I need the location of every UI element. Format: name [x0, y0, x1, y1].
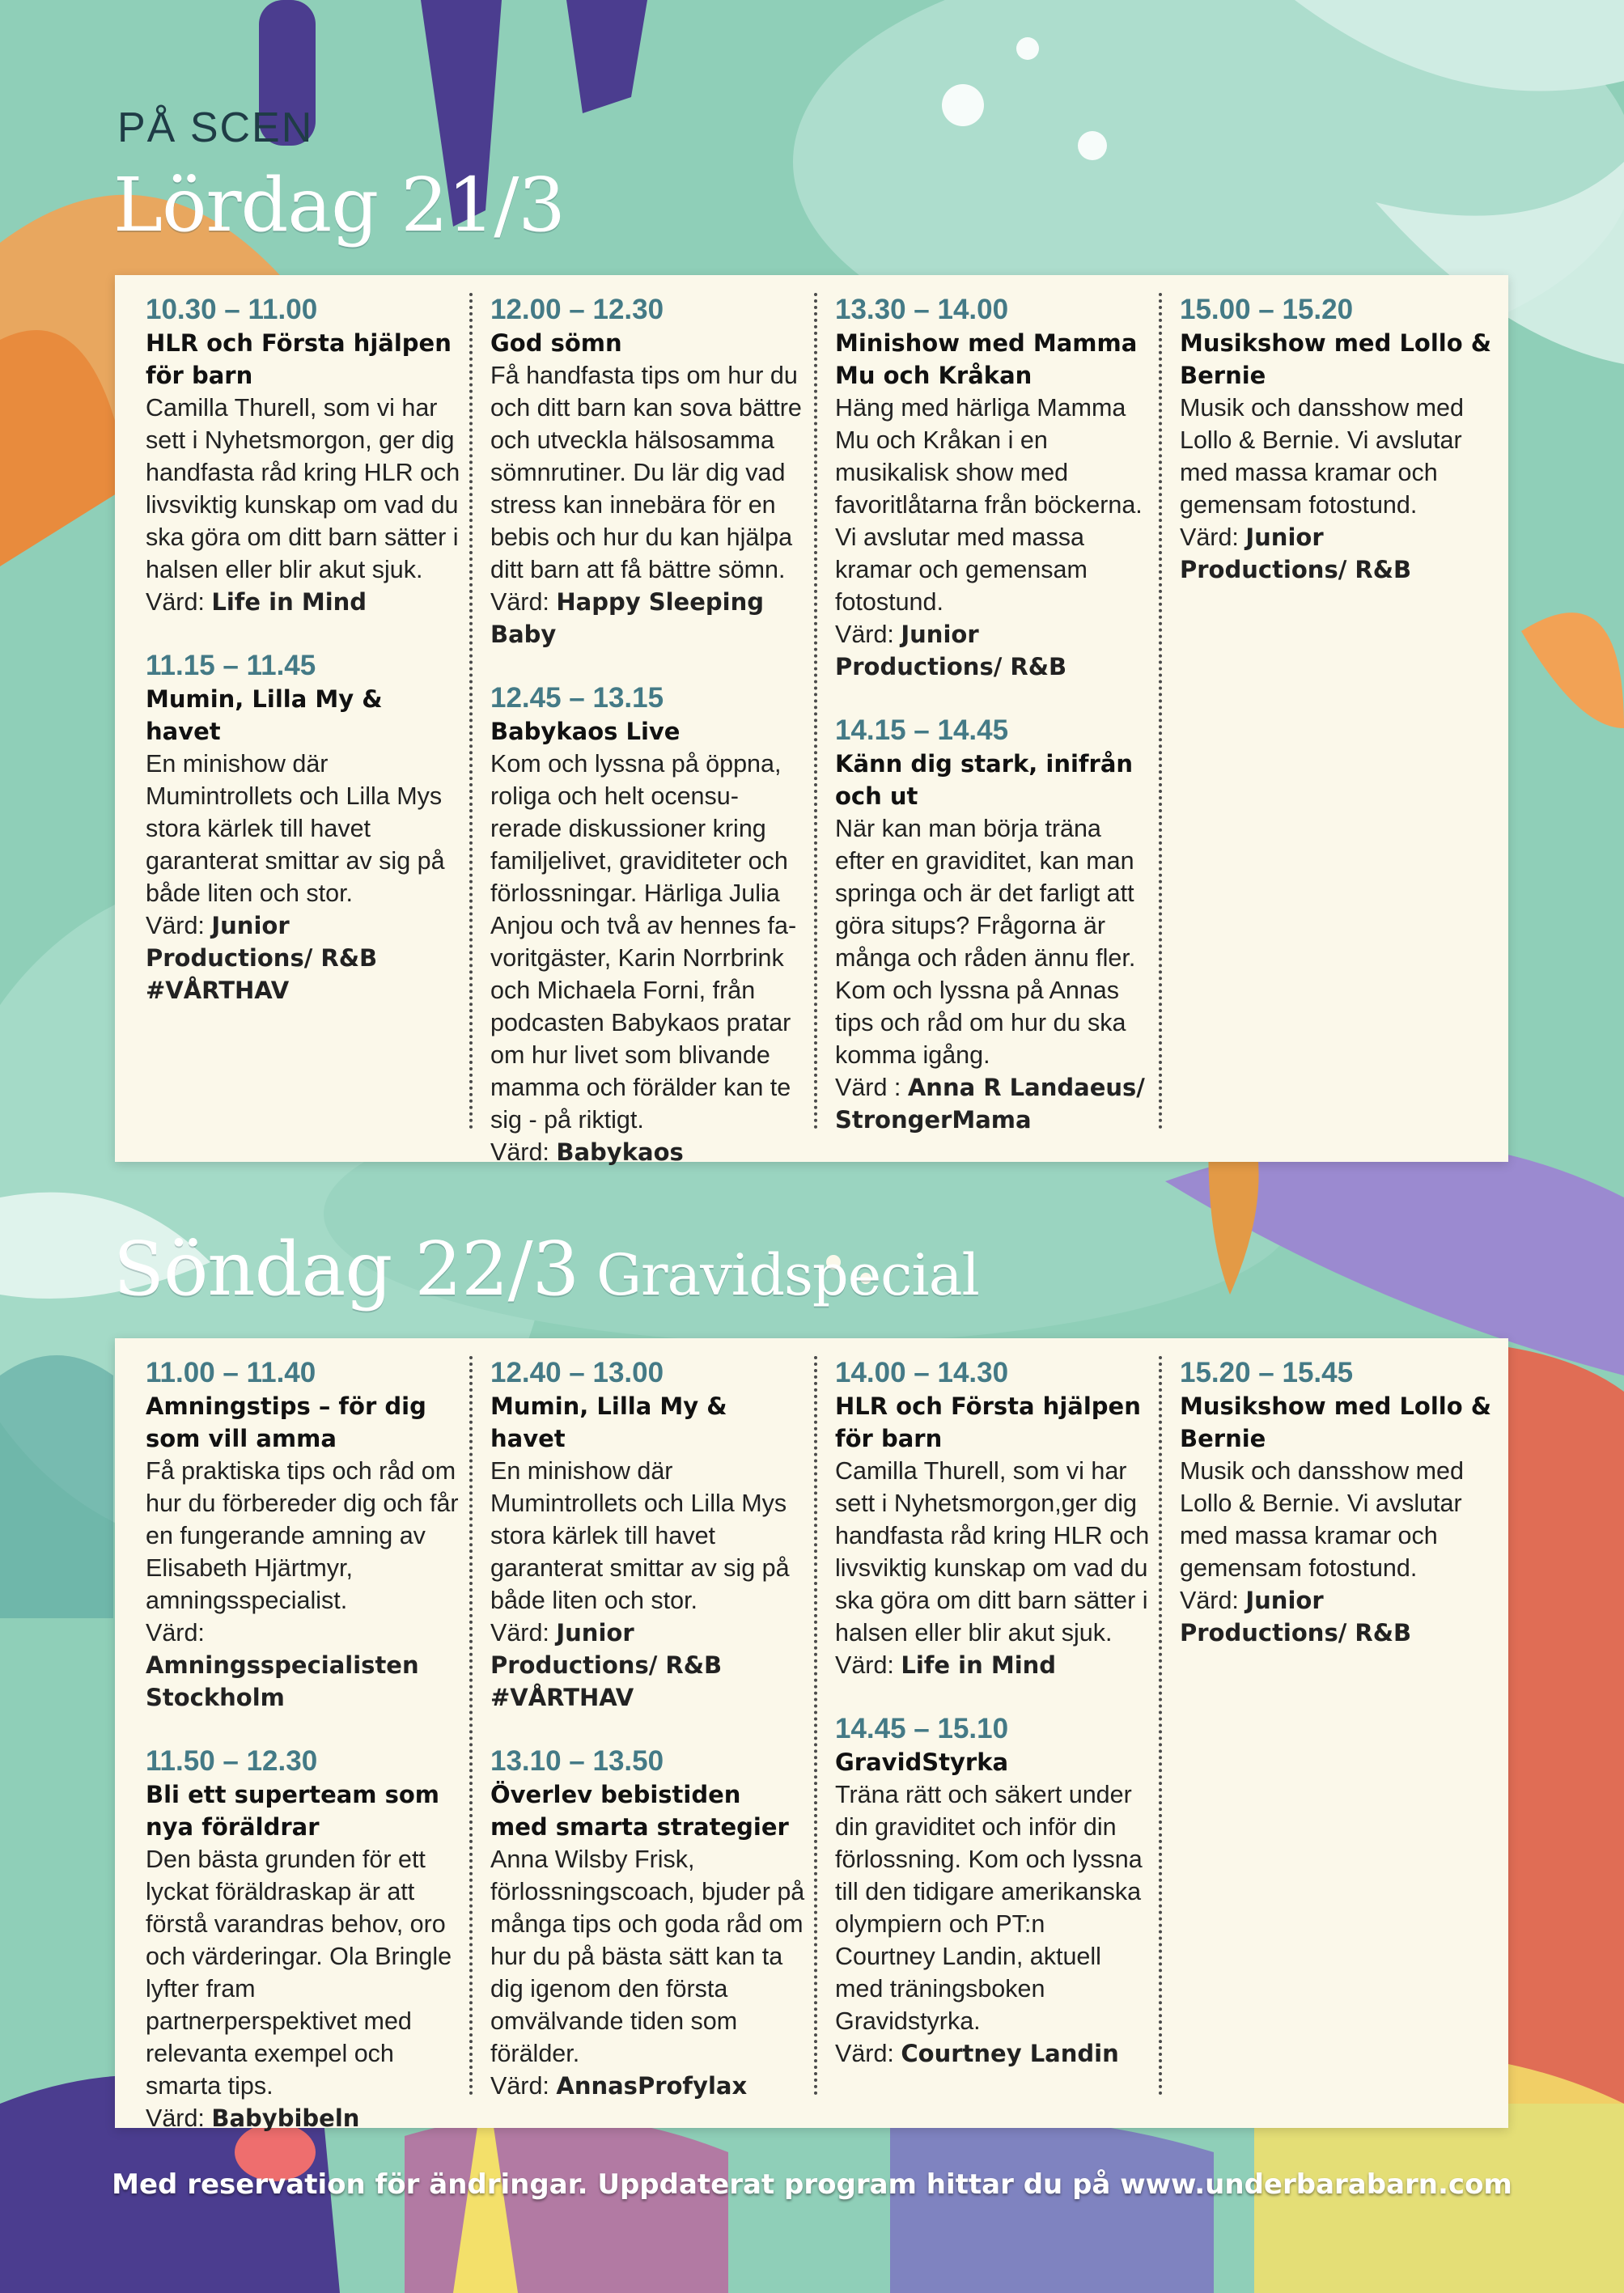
sunday-heading — [113, 1226, 979, 1312]
schedule-event — [1180, 293, 1495, 586]
event-time: 14.00 – 14.30 — [835, 1357, 1009, 1388]
schedule-event — [146, 293, 461, 618]
saturday-schedule-panel — [115, 275, 1508, 1166]
event-title: HLR och Första hjälpen för barn — [146, 329, 452, 389]
event-description: Träna rätt och säkert under din graviditet och inför din förlossning. Kom och lyssna till den tidigare amerikanska olympiern och PT:n Courtney Landin, aktuell med träningsboken Gravidstyrka. — [835, 1781, 1143, 2035]
event-title: Musikshow med Lollo & Bernie — [1180, 329, 1492, 389]
saturday-column-1 — [146, 293, 461, 1037]
sunday-subtitle: Gravidspecial — [596, 1242, 979, 1308]
event-description: Den bästa grunden för ett lyckat föräldraskap är att förstå varandras behov, oro och värderingar. Ola Bringle lyfter fram partnerperspektivet med relevanta exempel och smarta tips. — [146, 1846, 452, 2100]
sunday-column-3 — [835, 1356, 1151, 2096]
event-host: Värd: Babybibeln — [146, 2104, 360, 2132]
event-time: 11.00 – 11.40 — [146, 1357, 316, 1388]
event-host: Värd: AnnasProfylax — [490, 2072, 748, 2100]
event-title: Babykaos Live — [490, 718, 681, 745]
schedule-event — [146, 1356, 461, 1714]
schedule-event — [490, 1356, 806, 1714]
event-description: Anna Wilsby Frisk, förlossningscoach, bjuder på många tips och goda råd om hur du på bästa sätt kan ta dig igenom den första omvälvande tiden som förälder. — [490, 1846, 805, 2067]
event-description: När kan man börja träna efter en graviditet, kan man springa och är det farligt att göra situps? Frågorna är många och råden ännu fler. Kom och lyssna på Annas tips och råd om hur du ska komma igång. — [835, 815, 1136, 1069]
saturday-column-3 — [835, 293, 1151, 1134]
event-time: 11.15 – 11.45 — [146, 650, 316, 681]
event-title: Bli ett superteam som nya föräldrar — [146, 1781, 440, 1841]
event-title: Musikshow med Lollo & Bernie — [1180, 1392, 1492, 1452]
sunday-column-2 — [490, 1356, 806, 2100]
event-host: Värd: Life in Mind — [835, 1651, 1057, 1679]
event-host: Värd: Happy Sleeping Baby — [490, 588, 764, 648]
footer-note: Med reservation för ändringar. Uppdaterat program hittar du på www.underbarabarn.com — [112, 2168, 1512, 2201]
saturday-column-2 — [490, 293, 806, 1166]
event-time: 13.10 – 13.50 — [490, 1745, 664, 1777]
event-time: 14.15 – 14.45 — [835, 714, 1009, 746]
event-time: 12.00 – 12.30 — [490, 294, 664, 325]
event-description: Få praktiska tips och råd om hur du förbereder dig och får en fungerande amning av Elisabeth Hjärtmyr, amningsspecialist. — [146, 1457, 459, 1614]
saturday-title: Lördag 21/3 — [113, 162, 565, 248]
event-description: Musik och dansshow med Lollo & Bernie. Vi avslutar med massa kramar och gemensam fotostund. — [1180, 1457, 1464, 1582]
event-description: Musik och dansshow med Lollo & Bernie. Vi avslutar med massa kramar och gemensam fotostund. — [1180, 394, 1464, 519]
event-time: 13.30 – 14.00 — [835, 294, 1009, 325]
event-host: Värd: Courtney Landin — [835, 2040, 1119, 2067]
event-host: Värd: Junior Productions/ R&B #VÅRTHAV — [490, 1619, 723, 1711]
event-description: En minishow där Mumintrollets och Lilla Mys stora kärlek till havet garanterat smittar av sig på både liten och stor. — [490, 1457, 790, 1614]
event-host: Värd: Life in Mind — [146, 588, 367, 616]
event-time: 14.45 – 15.10 — [835, 1713, 1009, 1744]
event-time: 15.00 – 15.20 — [1180, 294, 1354, 325]
sunday-schedule-panel — [115, 1338, 1508, 2132]
schedule-event — [835, 714, 1151, 1136]
schedule-event — [490, 293, 806, 651]
schedule-event — [146, 649, 461, 1007]
event-title: God sömn — [490, 329, 622, 357]
event-title: GravidStyrka — [835, 1748, 1009, 1776]
schedule-event — [490, 681, 806, 1168]
event-title: HLR och Första hjälpen för barn — [835, 1392, 1141, 1452]
event-description: Kom och lyssna på öppna, roliga och helt ocensu-rerade diskussioner kring familjelivet, graviditeter och förlossningar. Härliga Julia Anjou och två av hennes fa-voritgäster, Karin Norrbrink och Michaela Forni, från podcasten Babykaos pratar om hur livet som blivande mamma och förälder kan te sig - på riktigt. — [490, 750, 797, 1134]
event-title: Amningstips – för dig som vill amma — [146, 1392, 426, 1452]
schedule-event — [835, 1712, 1151, 2070]
event-description: Häng med härliga Mamma Mu och Kråkan i en musikalisk show med favoritlåtarna från böckerna. Vi avslutar med massa kramar och gemensam fotostund. — [835, 394, 1143, 616]
event-title: Mumin, Lilla My & havet — [490, 1392, 727, 1452]
schedule-event — [835, 293, 1151, 683]
event-description: Få handfasta tips om hur du och ditt barn kan sova bättre och utveckla hälsosamma sömnrutiner. Du lär dig vad stress kan innebära för en bebis och hur du kan hjälpa ditt barn att få bättre sömn. — [490, 362, 802, 583]
schedule-event — [1180, 1356, 1495, 1649]
event-time: 12.45 – 13.15 — [490, 682, 664, 714]
sunday-title: Söndag 22/3 — [113, 1226, 579, 1312]
event-time: 10.30 – 11.00 — [146, 294, 318, 325]
event-host: Värd : Anna R Landaeus/ StrongerMama — [835, 1074, 1145, 1134]
event-description: Camilla Thurell, som vi har sett i Nyhetsmorgon, ger dig handfasta råd kring HLR och livsviktig kunskap om vad du ska göra om ditt barn sätter i halsen eller blir akut sjuk. — [146, 394, 460, 583]
event-description: Camilla Thurell, som vi har sett i Nyhetsmorgon,ger dig handfasta råd kring HLR och livsviktig kunskap om vad du ska göra om ditt barn sätter i halsen eller blir akut sjuk. — [835, 1457, 1150, 1647]
event-host: Värd: Junior Productions/ R&B #VÅRTHAV — [146, 912, 378, 1004]
event-time: 15.20 – 15.45 — [1180, 1357, 1354, 1388]
sunday-column-4 — [1180, 1356, 1495, 2096]
event-time: 12.40 – 13.00 — [490, 1357, 664, 1388]
event-description: En minishow där Mumintrollets och Lilla Mys stora kärlek till havet garanterat smittar av sig på både liten och stor. — [146, 750, 445, 907]
event-host: Värd: Junior Productions/ R&B — [835, 621, 1067, 680]
event-title: Minishow med Mamma Mu och Kråkan — [835, 329, 1138, 389]
schedule-event — [146, 1744, 461, 2134]
event-host: Värd: Junior Productions/ R&B — [1180, 1587, 1412, 1647]
schedule-event — [835, 1356, 1151, 1681]
event-host: Värd: Babykaos — [490, 1138, 684, 1166]
schedule-event — [490, 1744, 806, 2102]
sunday-column-1 — [146, 1356, 461, 2165]
event-title: Känn dig stark, inifrån och ut — [835, 750, 1134, 810]
saturday-heading — [113, 162, 565, 248]
event-title: Överlev bebistiden med smarta strategier — [490, 1781, 789, 1841]
event-host: Värd: Junior Productions/ R&B — [1180, 523, 1412, 583]
event-time: 11.50 – 12.30 — [146, 1745, 318, 1777]
section-eyebrow: PÅ SCEN — [117, 104, 314, 151]
event-host: Värd: Amningsspecialisten Stockholm — [146, 1619, 419, 1711]
saturday-column-4 — [1180, 293, 1495, 1130]
event-title: Mumin, Lilla My & havet — [146, 685, 383, 745]
